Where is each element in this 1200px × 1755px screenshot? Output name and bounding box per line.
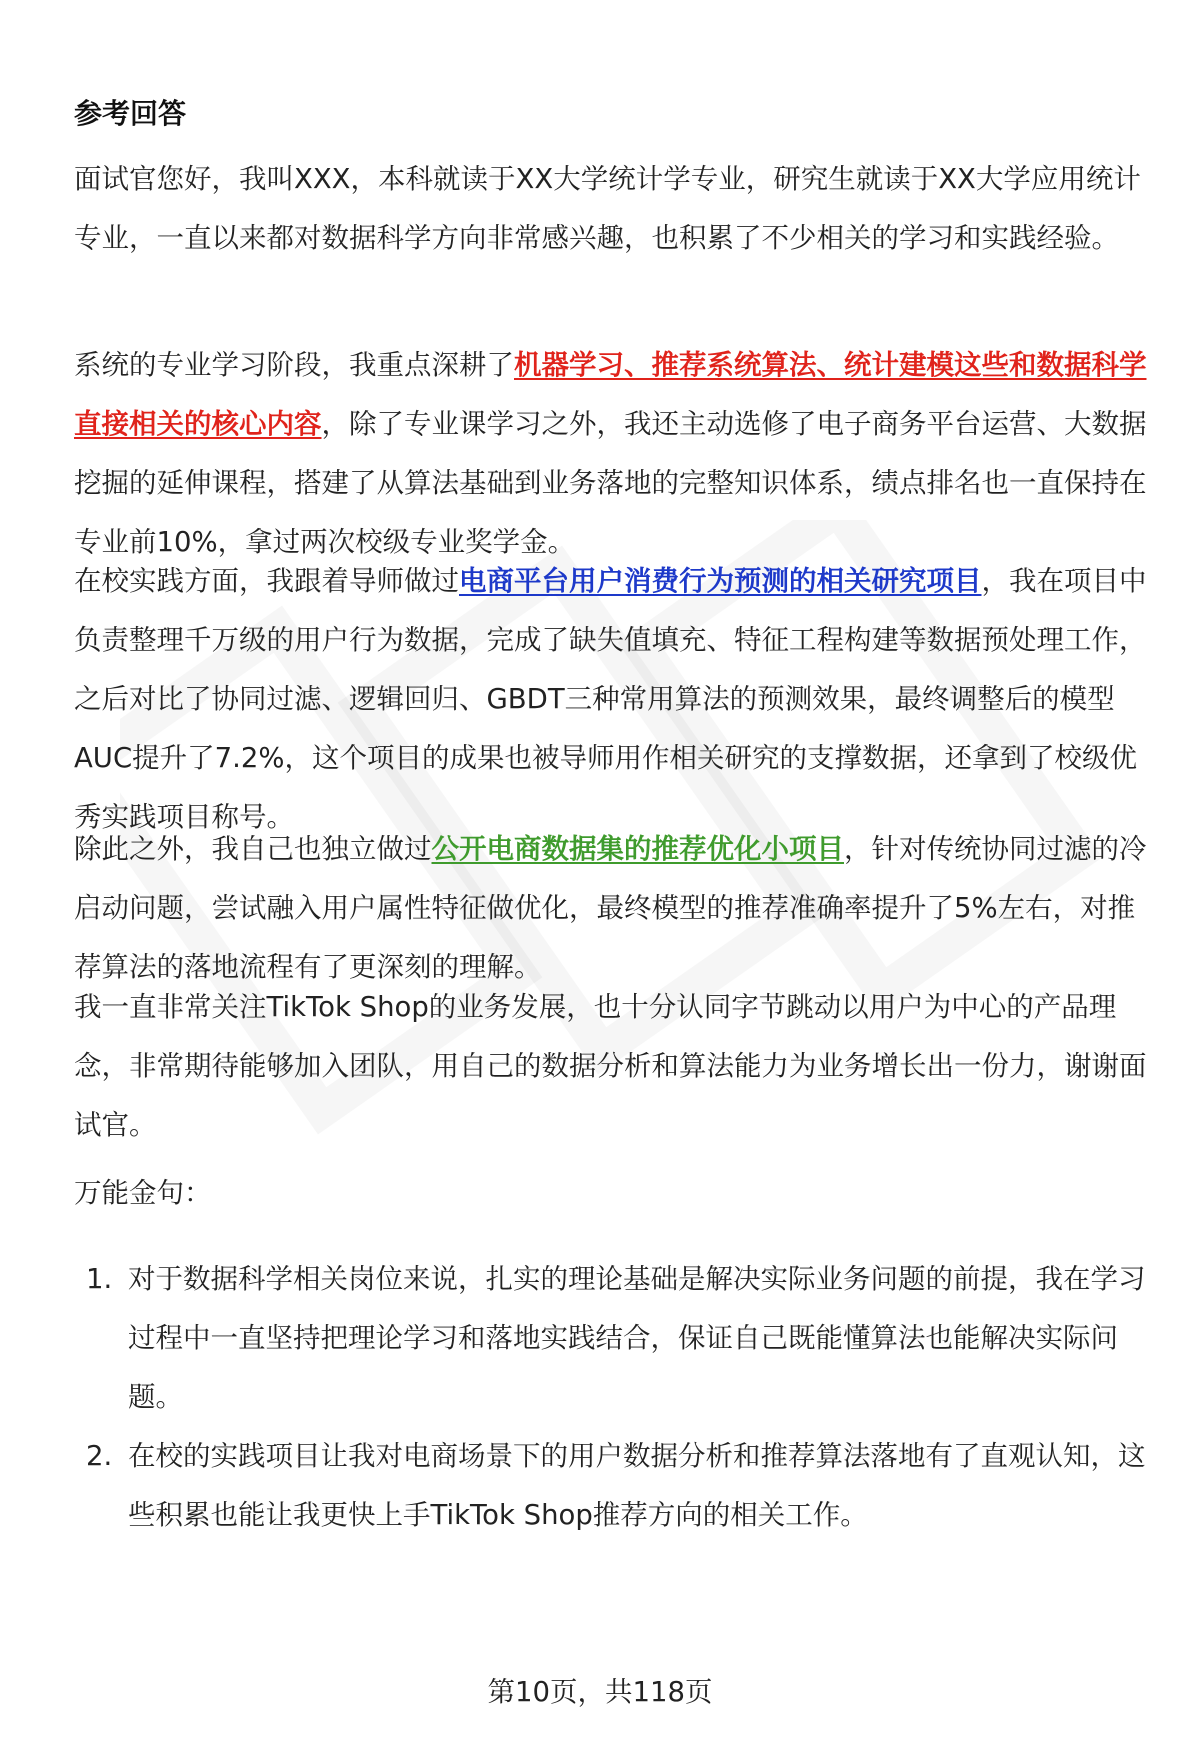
independent-paragraph bbox=[74, 820, 1150, 997]
practice-paragraph bbox=[74, 552, 1150, 847]
list-item bbox=[74, 1250, 1150, 1427]
golden-sentences-label: 万能金句： bbox=[74, 1177, 212, 1209]
practice-text-post: ，我在项目中负责整理千万级的用户行为数据，完成了缺失值填充、特征工程构建等数据预处理工作，之后对比了协同过滤、逻辑回归、GBDT三种常用算法的预测效果，最终调整后的模型AUC提升了7.2%，这个项目的成果也被导师用作相关研究的支撑数据，还拿到了校级优秀实践项目称号。 bbox=[74, 565, 1147, 833]
practice-highlight: 电商平台用户消费行为预测的相关研究项目 bbox=[459, 565, 982, 597]
list-item bbox=[74, 1427, 1150, 1545]
list-item-number: 1. bbox=[86, 1263, 113, 1295]
practice-text-pre: 在校实践方面，我跟着导师做过 bbox=[74, 565, 459, 597]
study-paragraph bbox=[74, 336, 1150, 572]
page-number-footer: 第10页，共118页 bbox=[487, 1676, 713, 1708]
closing-paragraph: 我一直非常关注TikTok Shop的业务发展，也十分认同字节跳动以用户为中心的产品理念，非常期待能够加入团队，用自己的数据分析和算法能力为业务增长出一份力，谢谢面试官。 bbox=[74, 991, 1147, 1141]
independent-highlight: 公开电商数据集的推荐优化小项目 bbox=[431, 833, 844, 865]
list-item-number: 2. bbox=[86, 1440, 113, 1472]
study-text-pre: 系统的专业学习阶段，我重点深耕了 bbox=[74, 349, 514, 381]
independent-text-post: ，针对传统协同过滤的冷启动问题，尝试融入用户属性特征做优化，最终模型的推荐准确率提升了5%左右，对推荐算法的落地流程有了更深刻的理解。 bbox=[74, 833, 1147, 983]
list-item-text: 在校的实践项目让我对电商场景下的用户数据分析和推荐算法落地有了直观认知，这些积累也能让我更快上手TikTok Shop推荐方向的相关工作。 bbox=[128, 1440, 1146, 1531]
list-item-text: 对于数据科学相关岗位来说，扎实的理论基础是解决实际业务问题的前提，我在学习过程中一直坚持把理论学习和落地实践结合，保证自己既能懂算法也能解决实际问题。 bbox=[128, 1263, 1146, 1413]
study-text-post: ，除了专业课学习之外，我还主动选修了电子商务平台运营、大数据挖掘的延伸课程，搭建了从算法基础到业务落地的完整知识体系，绩点排名也一直保持在专业前10%，拿过两次校级专业奖学金。 bbox=[74, 408, 1147, 558]
golden-sentences-list bbox=[74, 1250, 1150, 1545]
independent-text-pre: 除此之外，我自己也独立做过 bbox=[74, 833, 432, 865]
study-highlight: 机器学习、推荐系统算法、统计建模这些和数据科学直接相关的核心内容 bbox=[74, 349, 1147, 440]
intro-paragraph: 面试官您好，我叫XXX，本科就读于XX大学统计学专业，研究生就读于XX大学应用统计专业，一直以来都对数据科学方向非常感兴趣，也积累了不少相关的学习和实践经验。 bbox=[74, 163, 1141, 254]
answer-heading: 参考回答 bbox=[74, 97, 187, 130]
